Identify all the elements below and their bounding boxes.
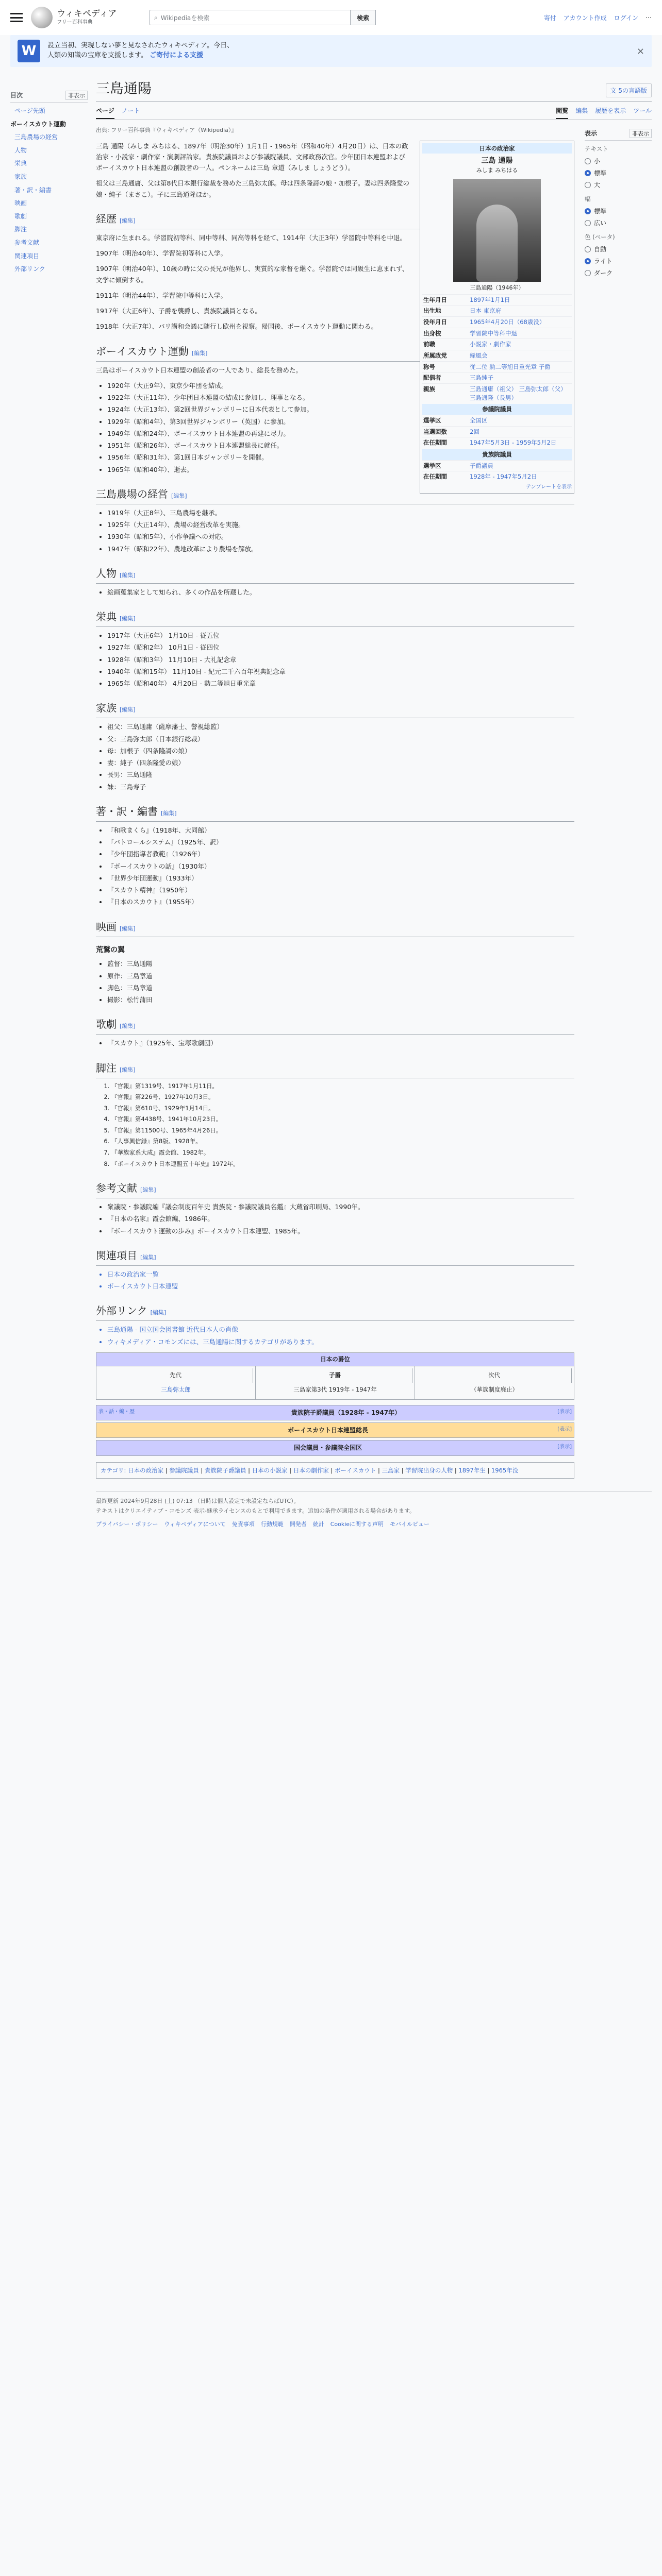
width-option-label: 標準 — [594, 208, 607, 215]
section-notes-heading: 脚注 [編集] — [96, 1059, 574, 1078]
footnote-item: 6. 『人事興信録』第8版、1928年。 — [111, 1137, 574, 1147]
edit-link[interactable]: [編集] — [161, 809, 177, 817]
color-label: 色 (ベータ) — [585, 233, 615, 241]
list-item: • 1919年（大正8年）、三島農場を継承。 — [107, 507, 574, 518]
donate-link[interactable]: 寄付 — [543, 14, 556, 22]
toc-item[interactable]: 栄典 — [14, 160, 27, 167]
infobox-value: 学習院中等科中退 — [470, 329, 517, 337]
list-item: • 原作：三島章道 — [107, 971, 574, 981]
language-button[interactable]: 文 5の言語版 — [606, 83, 652, 97]
category-link[interactable]: 参議院議員 — [169, 1466, 199, 1474]
toc-item[interactable]: ページ先頭 — [14, 107, 45, 114]
footer-link[interactable]: 開発者 — [289, 1521, 307, 1528]
category-link[interactable]: 1897年生 — [458, 1466, 486, 1474]
navbox-toggle[interactable]: [表示] — [557, 1409, 572, 1415]
succession-prev[interactable]: 三島弥太郎 — [161, 1385, 191, 1393]
navbox-toggle[interactable]: [表示] — [557, 1426, 572, 1432]
infobox-value: 1928年 - 1947年5月2日 — [470, 473, 537, 481]
edit-link[interactable]: [編集] — [140, 1253, 156, 1261]
toc-item[interactable]: ボーイスカウト運動 — [10, 120, 66, 128]
infobox-value: 1965年4月20日（68歳没） — [470, 318, 545, 326]
infobox-row — [422, 383, 572, 403]
radio-icon[interactable] — [585, 270, 591, 276]
page-title-bar — [96, 76, 652, 102]
text-size-option[interactable] — [585, 155, 652, 167]
list-item: • 1949年（昭和24年）、ボーイスカウト日本連盟の再建に尽力。 — [107, 428, 574, 439]
infobox-key: 出身校 — [423, 329, 441, 337]
career-paragraph: 1917年（大正6年）、子爵を襲爵し、貴族院議員となる。 — [96, 307, 262, 315]
category-link[interactable]: 日本の劇作家 — [293, 1466, 329, 1474]
infobox-key: 選挙区 — [423, 416, 441, 424]
infobox-value: 2回 — [470, 428, 479, 435]
infobox-row — [422, 415, 572, 426]
radio-icon[interactable] — [585, 220, 591, 226]
career-paragraph: 東京府に生まれる。学習院初等科、同中等科、同高等科を経て、1914年（大正3年）学習院中等科を中退。 — [96, 233, 407, 242]
infobox-value: 三島純子 — [470, 374, 493, 382]
toc-hide-button[interactable]: 非表示 — [65, 91, 88, 100]
template-link[interactable]: テンプレートを表示 — [525, 484, 572, 490]
edit-link[interactable]: [編集] — [120, 925, 136, 932]
text-size-option[interactable] — [585, 167, 652, 179]
film-subtitle: 荒鷲の翼 — [96, 945, 125, 954]
list-item: • 1920年（大正9年）、東京少年団を結成。 — [107, 380, 574, 391]
toc-item[interactable]: 脚注 — [14, 226, 27, 233]
list-item: • 1922年（大正11年）、少年団日本連盟の結成に参加し、理事となる。 — [107, 392, 574, 403]
banner-text-1: 設立当初、実現しない夢と見なされたウィキペディア。今日、 — [47, 42, 234, 50]
footer-link[interactable]: 行動規範 — [260, 1521, 284, 1528]
navbox-kizokuin-title: 貴族院子爵議員（1928年 - 1947年） — [291, 1409, 401, 1416]
search-placeholder: Wikipediaを検索 — [160, 14, 210, 22]
radio-icon[interactable] — [585, 208, 591, 214]
tab-edit[interactable]: 編集 — [575, 107, 588, 114]
infobox-section-sangiin: 参議院議員 — [422, 404, 572, 415]
section-family-heading: 家族 [編集] — [96, 699, 574, 718]
list-item: • 母：加根子（四条隆謌の娘） — [107, 745, 574, 756]
infobox-value: 緑風会 — [470, 351, 488, 359]
navbox-diet[interactable] — [96, 1440, 574, 1455]
navbox-toggle[interactable]: [表示] — [557, 1444, 572, 1450]
search-icon: ⌕ — [154, 13, 158, 21]
career-paragraph: 1911年（明治44年）、学習院中等科に入学。 — [96, 291, 227, 299]
reference-item: • 『ボーイスカウト運動の歩み』ボーイスカウト日本連盟、1985年。 — [107, 1226, 574, 1236]
section-works-heading: 著・訳・編書 [編集] — [96, 803, 574, 822]
text-size-option-label: 大 — [594, 181, 601, 189]
footnote-item: 8. 『ボーイスカウト日本連盟五十年史』1972年。 — [111, 1159, 574, 1170]
section-honors-heading: 栄典 [編集] — [96, 608, 574, 627]
footnote-item: 4. 『官報』第4438号、1941年10月23日。 — [111, 1114, 574, 1125]
list-item: • 妹：三島寿子 — [107, 782, 574, 792]
width-option[interactable] — [585, 205, 652, 217]
footnote-item: 3. 『官報』第610号、1929年1月14日。 — [111, 1104, 574, 1114]
toc-item[interactable]: 著・訳・編書 — [14, 186, 52, 194]
appearance-hide-button[interactable]: 非表示 — [630, 129, 652, 138]
section-external-heading: 外部リンク [編集] — [96, 1302, 574, 1321]
list-item: • 1951年（昭和26年）、ボーイスカウト日本連盟総長に就任。 — [107, 440, 574, 451]
infobox-key: 在任期間 — [423, 439, 447, 447]
navbox-scout-title: ボーイスカウト日本連盟総長 — [288, 1426, 369, 1434]
list-item: • 『日本のスカウト』（1955年） — [107, 896, 574, 907]
career-paragraph: 1907年（明治40年）、学習院初等科に入学。 — [96, 249, 227, 258]
appearance-title: 表示 — [585, 130, 598, 137]
infobox-row — [422, 437, 572, 448]
toc-item[interactable]: 三島農場の経営 — [14, 133, 58, 141]
infobox-key: 称号 — [423, 363, 435, 370]
footer-link[interactable]: 統計 — [312, 1521, 324, 1528]
succession-title-label: 子爵 — [258, 1368, 412, 1383]
section-farm-heading: 三島農場の経営 [編集] — [96, 485, 574, 504]
list-item: • 長男：三島通隆 — [107, 769, 574, 780]
article-content — [96, 120, 574, 1479]
list-item: • 『スカウト精神』（1950年） — [107, 885, 574, 895]
succession-prev-label: 先代 — [98, 1368, 253, 1383]
list-item: • 1947年（昭和22年）、農地改革により農場を解放。 — [107, 544, 574, 554]
list-item: • 1965年（昭和40年）、逝去。 — [107, 464, 574, 475]
list-item: • 1925年（大正14年）、農場の経営改革を実施。 — [107, 519, 574, 530]
infobox-value: 日本 東京府 — [470, 307, 502, 315]
navbox-scout[interactable] — [96, 1422, 574, 1438]
infobox-row — [422, 372, 572, 383]
wikipedia-w-icon: W — [18, 40, 40, 62]
infobox-value: 従二位 勲二等旭日重光章 子爵 — [470, 363, 551, 370]
edit-link[interactable]: [編集] — [120, 1023, 136, 1030]
list-item: • 『スカウト』（1925年、宝塚歌劇団） — [107, 1038, 574, 1048]
edit-link[interactable]: [編集] — [171, 492, 187, 499]
list-item: • 『和歌まくら』（1918年、大同館） — [107, 825, 574, 836]
infobox-key: 前職 — [423, 341, 435, 348]
main-menu-icon[interactable] — [10, 13, 23, 22]
infobox-key: 親族 — [423, 385, 435, 393]
toc-item[interactable]: 参考文献 — [14, 239, 40, 246]
list-item: • 監督：三島通陽 — [107, 958, 574, 969]
edit-link[interactable]: [編集] — [150, 1309, 167, 1316]
radio-icon[interactable] — [585, 258, 591, 264]
infobox-value: 三島通庸（祖父） 三島弥太郎（父） 三島通隆（長男） — [470, 385, 567, 401]
color-option[interactable] — [585, 243, 652, 255]
list-item: • 1917年（大正6年） 1月10日 - 従五位 — [107, 630, 574, 641]
appearance-panel — [585, 120, 652, 1479]
toc-item[interactable]: 外部リンク — [14, 265, 45, 273]
donation-banner — [10, 35, 652, 67]
succession-next-label: 次代 — [417, 1368, 572, 1383]
list-item: • 『パトロールシステム』（1925年、訳） — [107, 837, 574, 848]
width-option-label: 広い — [594, 219, 607, 227]
lead-paragraph: 三島 通陽（みしま みちはる、1897年（明治30年）1月1日 - 1965年（昭和40年）4月20日）は、日本の政治家・小説家・劇作家・演劇評論家。貴族院議員および参議院議員、文部政務次官。少年団日本連盟およびボーイスカウト日本連盟の創設者の一人。ペンネームは三島 章道（みしま しょうどう）。 — [96, 142, 408, 172]
footnote-item: 2. 『官報』第226号、1927年10月3日。 — [111, 1092, 574, 1103]
category-label[interactable]: カテゴリ: — [101, 1466, 126, 1474]
list-item: • 1956年（昭和31年）、第1回日本ジャンボリーを開催。 — [107, 452, 574, 463]
text-size-option-label: 小 — [594, 158, 601, 165]
last-edit-text: 最終更新 2024年9月28日 (土) 07:13 （日時は個人設定で未設定ならばUTC）。 — [96, 1498, 300, 1505]
infobox-subtitle: 日本の政治家 — [422, 143, 572, 154]
category-link[interactable]: ボーイスカウト — [335, 1466, 376, 1474]
text-size-option[interactable] — [585, 179, 652, 191]
footer-link[interactable]: プライバシー・ポリシー — [96, 1521, 158, 1528]
list-item: • 1924年（大正13年）、第2回世界ジャンボリーに日本代表として参加。 — [107, 404, 574, 415]
list-item: • 妻：純子（四条隆愛の娘） — [107, 757, 574, 768]
infobox-key: 在任期間 — [423, 473, 447, 481]
edit-link[interactable]: [編集] — [120, 615, 136, 622]
tab-page[interactable]: ページ — [96, 102, 114, 119]
footer-link[interactable]: Cookieに関する声明 — [330, 1521, 384, 1528]
toc-item[interactable]: 歌劇 — [14, 212, 27, 220]
reference-item: • 衆議院・参議院編『議会制度百年史 貴族院・参議院議員名鑑』大蔵省印刷局、1990年。 — [107, 1201, 574, 1212]
section-person-heading: 人物 [編集] — [96, 565, 574, 584]
footnote-item: 7. 『華族家系大成』霞会館、1982年。 — [111, 1148, 574, 1158]
list-item: • 1927年（昭和2年） 10月1日 - 従四位 — [107, 642, 574, 653]
tab-talk[interactable]: ノート — [121, 107, 140, 114]
footnote-item: 5. 『官報』第11500号、1965年4月26日。 — [111, 1126, 574, 1136]
reference-item: • 『日本の名家』霞会館編、1986年。 — [107, 1213, 574, 1224]
infobox-row — [422, 294, 572, 306]
navbox-kizokuin[interactable] — [96, 1405, 574, 1420]
category-link[interactable]: 日本の政治家 — [128, 1466, 164, 1474]
license-text: テキストはクリエイティブ・コモンズ 表示-継承ライセンスのもとで利用できます。追加の条件が適用される場合があります。 — [96, 1507, 416, 1514]
infobox-row — [422, 328, 572, 339]
edit-link[interactable]: [編集] — [120, 571, 136, 579]
footer-link[interactable]: 免責事項 — [231, 1521, 255, 1528]
list-item: • 父：三島弥太郎（日本銀行総裁） — [107, 734, 574, 744]
tab-history[interactable]: 履歴を表示 — [595, 107, 626, 114]
banner-cta-link[interactable]: ご寄付による支援 — [150, 52, 204, 59]
toc-item[interactable]: 映画 — [14, 199, 27, 207]
site-subtitle: フリー百科事典 — [57, 20, 93, 26]
text-size-label: テキスト — [585, 145, 608, 152]
section-films-heading: 映画 [編集] — [96, 918, 574, 937]
infobox — [420, 141, 574, 494]
toc-item[interactable]: 家族 — [14, 173, 27, 180]
color-option-label: 自動 — [594, 246, 607, 253]
more-options-icon[interactable]: ⋯ — [646, 14, 652, 21]
infobox-value: 1897年1月1日 — [470, 296, 510, 303]
infobox-key: 当選回数 — [423, 428, 447, 435]
succession-next: （華族制度廃止） — [471, 1385, 518, 1393]
list-item: • 1928年（昭和3年） 11月10日 - 大礼記念章 — [107, 654, 574, 665]
color-option-label: ライト — [594, 258, 613, 265]
list-item: • 絵画蒐集家として知られ、多くの作品を所蔵した。 — [107, 587, 574, 598]
infobox-row — [422, 338, 572, 350]
width-label: 幅 — [585, 195, 591, 202]
user-links — [544, 13, 652, 22]
edit-link[interactable]: [編集] — [191, 349, 208, 357]
infobox-row — [422, 426, 572, 437]
scout-intro: 三島はボーイスカウト日本連盟の創設者の一人であり、総長を務めた。 — [96, 366, 302, 374]
infobox-key: 没年月日 — [423, 318, 447, 326]
edit-link[interactable]: [編集] — [120, 1066, 136, 1073]
list-item: • 1940年（昭和15年） 11月10日 - 紀元二千六百年祝典記念章 — [107, 666, 574, 677]
infobox-row — [422, 305, 572, 316]
article-source-note: 出典: フリー百科事典『ウィキペディア（Wikipedia）』 — [96, 127, 237, 133]
site-title: ウィキペディア — [57, 9, 117, 20]
list-item: • 1929年（昭和4年）、第3回世界ジャンボリー（英国）に参加。 — [107, 416, 574, 427]
footer-link[interactable]: ウィキペディアについて — [164, 1521, 226, 1528]
tab-tools[interactable]: ツール — [633, 107, 652, 114]
banner-text-2: 人類の知識の宝庫を支援します。 — [47, 52, 147, 59]
create-account-link[interactable]: アカウント作成 — [563, 14, 607, 22]
list-item: • 『ボーイスカウトの話』（1930年） — [107, 861, 574, 872]
radio-icon[interactable] — [585, 158, 591, 164]
search-button[interactable]: 検索 — [351, 10, 376, 25]
radio-icon[interactable] — [585, 246, 591, 252]
section-related-heading: 関連項目 [編集] — [96, 1247, 574, 1266]
category-link[interactable]: 貴族院子爵議員 — [204, 1466, 246, 1474]
color-option[interactable] — [585, 255, 652, 267]
color-option-label: ダーク — [594, 269, 613, 277]
infobox-row — [422, 316, 572, 328]
related-link[interactable]: • ボーイスカウト日本連盟 — [107, 1281, 574, 1292]
infobox-key: 出生地 — [423, 307, 441, 315]
list-item: • 撮影：松竹蒲田 — [107, 994, 574, 1005]
list-item: • 『少年団指導者教範』（1926年） — [107, 849, 574, 859]
category-link[interactable]: 学習院出身の人物 — [405, 1466, 453, 1474]
search-form — [150, 10, 376, 25]
login-link[interactable]: ログイン — [614, 14, 638, 22]
color-option[interactable] — [585, 267, 652, 279]
category-link[interactable]: 三島家 — [382, 1466, 400, 1474]
wikipedia-globe-icon — [31, 7, 53, 28]
infobox-caption: 三島通陽（1946年） — [470, 284, 524, 291]
text-size-option-label: 標準 — [594, 170, 607, 177]
section-opera-heading: 歌劇 [編集] — [96, 1015, 574, 1035]
career-paragraph: 1907年（明治40年）、10歳の時に父の長兄が他界し、実質的な家督を継ぐ。学習院では同級生に恵まれず、文学に傾倒する。 — [96, 265, 409, 284]
width-option[interactable] — [585, 217, 652, 229]
list-item: • 祖父：三島通庸（薩摩藩士、警視総監） — [107, 721, 574, 732]
page-footer — [96, 1491, 652, 1530]
infobox-value: 全国区 — [470, 416, 488, 424]
infobox-row — [422, 460, 572, 471]
tab-read[interactable]: 閲覧 — [556, 102, 568, 119]
list-item: • 『世界少年団運動』（1933年） — [107, 873, 574, 884]
section-refs-heading: 参考文献 [編集] — [96, 1179, 574, 1198]
list-item: • 脚色：三島章道 — [107, 982, 574, 993]
footnote-item: 1. 『官報』第1319号、1917年1月11日。 — [111, 1081, 574, 1092]
external-link[interactable]: • 三島通陽 - 国立国会図書館 近代日本人の肖像 — [107, 1324, 574, 1335]
infobox-value: 子爵議員 — [470, 462, 493, 469]
radio-icon[interactable] — [585, 182, 591, 188]
career-paragraph: 1918年（大正7年）、パリ講和会議に随行し欧州を視察。帰国後、ボーイスカウト運動に関わる。 — [96, 323, 377, 331]
search-input[interactable] — [150, 10, 351, 25]
infobox-name: 三島 通陽 — [481, 157, 513, 165]
page-tabs — [96, 102, 652, 120]
lead-paragraph-2: 祖父は三島通庸、父は第8代日本銀行総裁を務めた三島弥太郎。母は四条隆謌の娘・加根子。妻は四条隆愛の娘・純子（まさこ）。子に三島通隆ほか。 — [96, 179, 409, 198]
footer-link[interactable]: モバイルビュー — [390, 1521, 430, 1528]
edit-link[interactable]: [編集] — [120, 217, 136, 224]
infobox-kana: みしま みちはる — [476, 166, 518, 174]
toc-item[interactable]: 人物 — [14, 146, 27, 154]
infobox-row — [422, 350, 572, 361]
navbox-diet-title: 国会議員・参議院全国区 — [294, 1444, 362, 1452]
category-link[interactable]: 1965年没 — [491, 1466, 519, 1474]
infobox-value: 小説家・劇作家 — [470, 341, 511, 348]
list-item: • 1965年（昭和40年） 4月20日 - 勲二等旭日重光章 — [107, 678, 574, 689]
infobox-key: 生年月日 — [423, 296, 447, 303]
close-icon[interactable]: × — [636, 45, 644, 57]
succession-box — [96, 1352, 574, 1400]
edit-link[interactable]: [編集] — [120, 706, 136, 714]
top-header — [0, 0, 662, 35]
toc-item[interactable]: 関連項目 — [14, 252, 40, 260]
radio-icon[interactable] — [585, 170, 591, 176]
page-title: 三島通陽 — [96, 81, 152, 97]
infobox-key: 所属政党 — [423, 351, 447, 359]
infobox-value: 1947年5月3日 - 1959年5月2日 — [470, 439, 557, 447]
related-link[interactable]: • 日本の政治家一覧 — [107, 1269, 574, 1280]
infobox-row — [422, 361, 572, 372]
succession-current: 三島家第3代 1919年 - 1947年 — [293, 1385, 377, 1393]
table-of-contents — [10, 76, 88, 1479]
infobox-key: 選挙区 — [423, 462, 441, 469]
edit-link[interactable]: [編集] — [140, 1187, 156, 1194]
infobox-section-kizokuin: 貴族院議員 — [422, 449, 572, 460]
navbox-vte[interactable]: 表・話・編・歴 — [98, 1409, 135, 1415]
portrait-photo[interactable] — [453, 179, 541, 282]
section-career-heading: 経歴 [編集] — [96, 210, 574, 229]
list-item: • 1930年（昭和5年）、小作争議への対応。 — [107, 531, 574, 542]
category-box: カテゴリ: 日本の政治家 | 参議院議員 | 貴族院子爵議員 | 日本の小説家 | 日本の劇作家 | ボーイスカウト | 三島家 | 学習院出身の人物 | 1897年生 | 1965年没 — [96, 1462, 574, 1479]
toc-heading: 目次 — [10, 92, 23, 99]
site-logo[interactable] — [31, 7, 139, 28]
external-link[interactable]: • ウィキメディア・コモンズには、三島通陽に関するカテゴリがあります。 — [107, 1336, 574, 1347]
infobox-row — [422, 471, 572, 482]
category-link[interactable]: 日本の小説家 — [252, 1466, 288, 1474]
succession-title: 日本の爵位 — [96, 1353, 574, 1366]
section-scout-heading: ボーイスカウト運動 [編集] — [96, 343, 574, 362]
infobox-key: 配偶者 — [423, 374, 441, 382]
